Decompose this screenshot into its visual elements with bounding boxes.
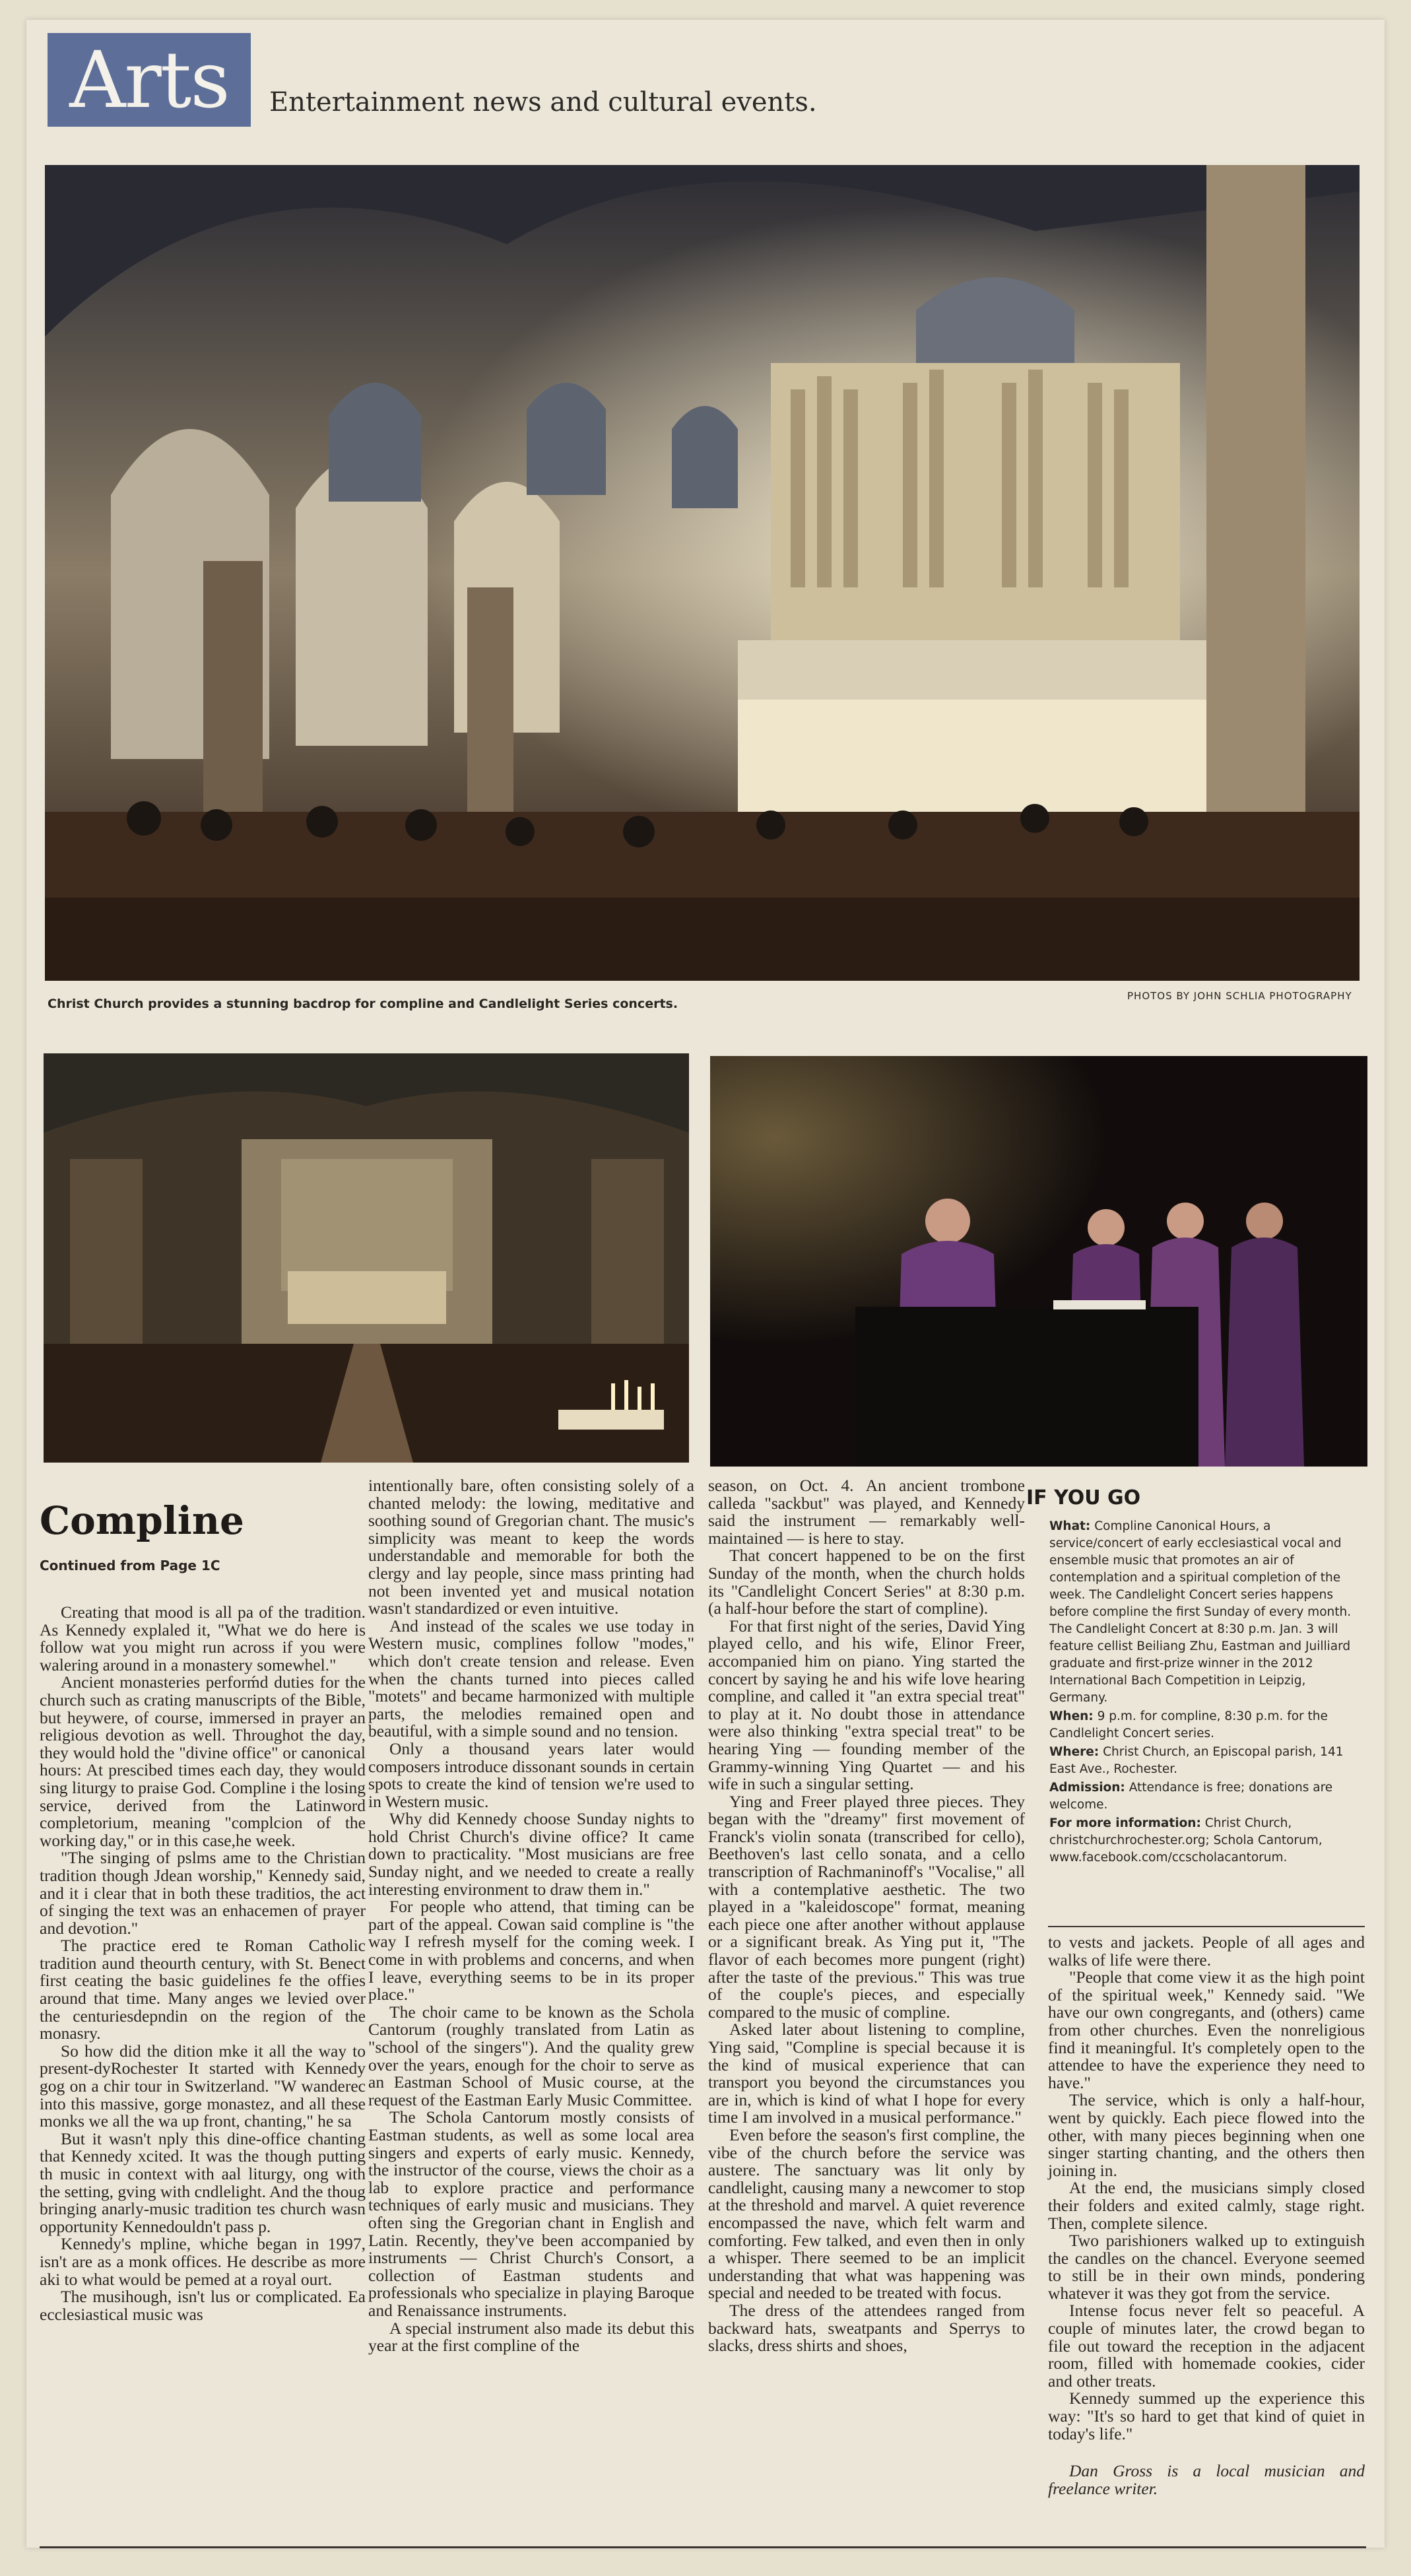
paragraph: Intense focus never felt so peaceful. A couple of minutes later, the crowd began to file out toward the reception in the adjacent room, filled with homemade cookies, cider and other treats. <box>1048 2301 1365 2391</box>
paragraph: That concert happened to be on the first Sunday of the month, when the church holds its "Candlelight Concert Series" at 8:30 p.m. (a half-hour before the start of compline). <box>708 1546 1025 1618</box>
info-text: Christ Church, christchurchrochester.org; Schola Cantorum, www.facebook.com/ccscholacantorum. <box>1049 1816 1323 1865</box>
paragraph: For that first night of the series, David Ying played cello, and his wife, Elinor Freer, accompanied him on piano. Ying started the concert by saying he and his wife love hearing compline, and called it "an extra special treat" to play at it. No doubt those in attendance were also thinking "extra special treat" to be hearing Ying — founding member of the Grammy-winning Ying Quartet — and his wife in such a singular setting. <box>708 1616 1025 1794</box>
article-headline: Compline <box>40 1498 244 1543</box>
info-label: Where: <box>1049 1745 1099 1759</box>
info-text: Compline Canonical Hours, a service/concert of early ecclesiastical vocal and ensemble music that promotes an air of contemplation and a spiritual completion of the week. The Candlelight Concert series happens before compline the first Sunday of every month. The Candlelight Concert at 8:30 p.m. Jan. 3 will feature cellist Beiliang Zhu, Eastman and Juilliard graduate and first-prize winner in the 2012 International Bach Competition in Leipzig, Germany. <box>1049 1519 1352 1705</box>
main-photo <box>45 165 1360 981</box>
article-column-2 <box>368 1477 694 2355</box>
paragraph: Even before the season's first compline, the vibe of the church before the service was austere. The sanctuary was lit only by candlelight, causing many a newcomer to stop at the threshold and marvel. A quiet reverence encompassed the nave, which felt warm and comforting. Few talked, and even then in only a whisper. There seemed to be an implicit understanding that what was happening was special and needed to be treated with focus. <box>708 2125 1025 2303</box>
paragraph: Kennedy summed up the experience this way: "It's so hard to get that kind of quiet in today's life." <box>1048 2389 1365 2443</box>
info-box-rule <box>1048 1926 1365 1927</box>
paragraph: Two parishioners walked up to extinguish the candles on the chancel. Everyone seemed to still be in their own minds, pondering whatever it was they got from the service. <box>1048 2231 1365 2303</box>
photo-credit: PHOTOS BY JOHN SCHLIA PHOTOGRAPHY <box>1127 990 1352 1002</box>
article-column-3 <box>708 1477 1025 2355</box>
paragraph: And instead of the scales we use today in Western music, complines follow "modes," which don't create tension and release. Even when the chants turned into pieces called "motets" and became harmonized with multiple parts, the melodies remained open and beautiful, with a simple sound and no tension. <box>368 1616 694 1741</box>
info-text: Christ Church, an Episcopal parish, 141 East Ave., Rochester. <box>1049 1745 1344 1776</box>
paragraph: The choir came to be known as the Schola Cantorum (roughly translated from Latin as "school of the singers"). And the quality grew over the years, enough for the choir to serve as an Eastman School of Music course, at the request of the Eastman Early Music Committee. <box>368 2002 694 2109</box>
paragraph: So how did the dition mke it all the way to present-dyRochester It started with Kennedy gog on a chir tour in Switzerland. "W wanderec into this massive, gorge monastez, and all these monks we all the wa up front, chanting," he sa <box>40 2041 366 2131</box>
paragraph: to vests and jackets. People of all ages and walks of life were there. <box>1048 1932 1365 1969</box>
info-label: What: <box>1049 1519 1091 1533</box>
paragraph: The Schola Cantorum mostly consists of Eastman students, as well as some local area singers and experts of early music. Kennedy, the instructor of the course, views the choir as a lab to explore practice and performance techniques of early music and musicians. They often sing the Gregorian chant in English and Latin. Recently, they've been accompanied by instruments — Christ Church's Consort, a collection of Eastman students and professionals who specialize in playing Baroque and Renaissance instruments. <box>368 2107 694 2320</box>
paragraph: "The singing of pslms ame to the Christian tradition though Jdean worship," Kennedy said, and it i clear that in both these traditios, the act of singing the text was an enhacemen of prayer and devotion." <box>40 1848 366 1938</box>
info-label: When: <box>1049 1709 1094 1723</box>
paragraph: At the end, the musicians simply closed their folders and exited calmly, stage right. Then, complete silence. <box>1048 2178 1365 2233</box>
main-photo-caption: Christ Church provides a stunning bacdrop for compline and Candlelight Series concerts. <box>48 997 678 1011</box>
article-column-1 <box>40 1604 366 2323</box>
section-flag: Arts <box>48 33 251 127</box>
choir-photo <box>710 1056 1367 1467</box>
paragraph: Kennedy's mpline, whiche began in 1997, isn't are as a monk offices. He describe as more aki to what would be pemed at a royal ourt. <box>40 2234 366 2289</box>
paragraph: Asked later about listening to compline, Ying said, "Compline is special because it is the kind of musical experience that can transport you beyond the circumstances you are in, which is kind of what I hope for every time I am involved in a musical performance." <box>708 2020 1025 2127</box>
paragraph: The service, which is only a half-hour, went by quickly. Each piece flowed into the other, with many pieces beginning when one singer starting chanting, and the others then joining in. <box>1048 2090 1365 2180</box>
paragraph: The musihough, isn't lus or complicated. Ea ecclesiastical music was <box>40 2287 366 2324</box>
paragraph: season, on Oct. 4. An ancient trombone calleda "sackbut" was played, and Kennedy said the instrument — remarkably well-maintained — is here to stay. <box>708 1476 1025 1548</box>
paragraph: The dress of the attendees ranged from backward hats, sweatpants and Sperrys to slacks, dress shirts and shoes, <box>708 2300 1025 2356</box>
continued-line: Continued from Page 1C <box>40 1558 220 1573</box>
paragraph: Creating that mood is all pa of the tradition. As Kennedy explaled it, "What we do here is follow wat you might run across if you were walering around in a monastery somewhel." <box>40 1602 366 1674</box>
paragraph: intentionally bare, often consisting solely of a chanted melody: the lowing, meditative and soothing sound of Gregorian chant. The music's simplicity was meant to keep the words understandable and memorable for both the clergy and lay people, since mass printing had not been invented yet and musical notation wasn't standardized or even intuitive. <box>368 1476 694 1618</box>
article-column-4 <box>1048 1934 1365 2497</box>
paragraph: The practice ered te Roman Catholic tradition aund theourth century, with St. Benect first ceating the basic guidelines fe the offies around that time. Many anges we levied over the centuriesdepndin on the region of the monasry. <box>40 1936 366 2043</box>
info-label: Admission: <box>1049 1781 1125 1795</box>
info-label: For more information: <box>1049 1816 1201 1830</box>
section-tagline: Entertainment news and cultural events. <box>269 87 817 117</box>
paragraph: For people who attend, that timing can be part of the appeal. Cowan said compline is "the way I refresh myself for the coming week. I come in with problems and concerns, and when I leave, everything seems to be in its proper place." <box>368 1897 694 2004</box>
info-text: Attendance is free; donations are welcome. <box>1049 1781 1333 1812</box>
paragraph: Only a thousand years later would composers introduce dissonant sounds in certain spots to create the kind of tension we're used to in Western music. <box>368 1738 694 1811</box>
paragraph: Ancient monasteries perforḿd duties for the church such as crating manuscripts of the Bible, but heywere, of course, immersed in prayer an religious devotion as well. Throughot the day, they would hold the "divine office" or canonical hours: At prescibed times each day, they would sing liturgy to praise God. Compline i the losing service, derived from the Latinword completorium, meaning "complcion of the working day," or in this case,he week. <box>40 1672 366 1850</box>
paragraph: Ying and Freer played three pieces. They began with the "dreamy" first movement of Franck's violin sonata (transcribed for cello), Beethoven's last cello sonata, and a cello transcription of Rachmaninoff's "Vocalise," all with a contemplative aesthetic. The two played in a "kaleidoscope" format, meaning each piece one after another without applause or a significant break. As Ying put it, "The flavor of each becomes more pungent (right) after the taste of the previous." This was true of the couple's pieces, and especially compared to the music of compline. <box>708 1791 1025 2022</box>
info-box-title: IF YOU GO <box>1026 1486 1141 1509</box>
nave-photo <box>44 1053 689 1463</box>
paragraph: But it wasn't nply this dine-office chanting that Kennedy xcited. It was the though putting th music in context with aal liturgy, ong with the setting, gving with cndlelight. And the thoug bringing anarly-music tradition tes church wasn opportunity Kennedouldn't pass p. <box>40 2129 366 2236</box>
byline: Dan Gross is a local musician and freelance writer. <box>1048 2461 1365 2498</box>
info-box <box>1049 1518 1356 1868</box>
bottom-rule <box>40 2546 1366 2548</box>
paragraph: "People that come view it as the high point of the spiritual week," Kennedy said. "We have our own congregants, and (others) came from other churches. Even the nonreligious find it meaningful. It's completely open to the attendee to have the experience they need to have." <box>1048 1967 1365 2092</box>
paragraph: A special instrument also made its debut this year at the first compline of the <box>368 2318 694 2356</box>
info-text: 9 p.m. for compline, 8:30 p.m. for the Candlelight Concert series. <box>1049 1709 1328 1740</box>
paragraph: Why did Kennedy choose Sunday nights to hold Christ Church's divine office? It came down to practicality. "Most musicians are free Sunday night, and we needed to create a really interesting environment to draw them in." <box>368 1809 694 1899</box>
